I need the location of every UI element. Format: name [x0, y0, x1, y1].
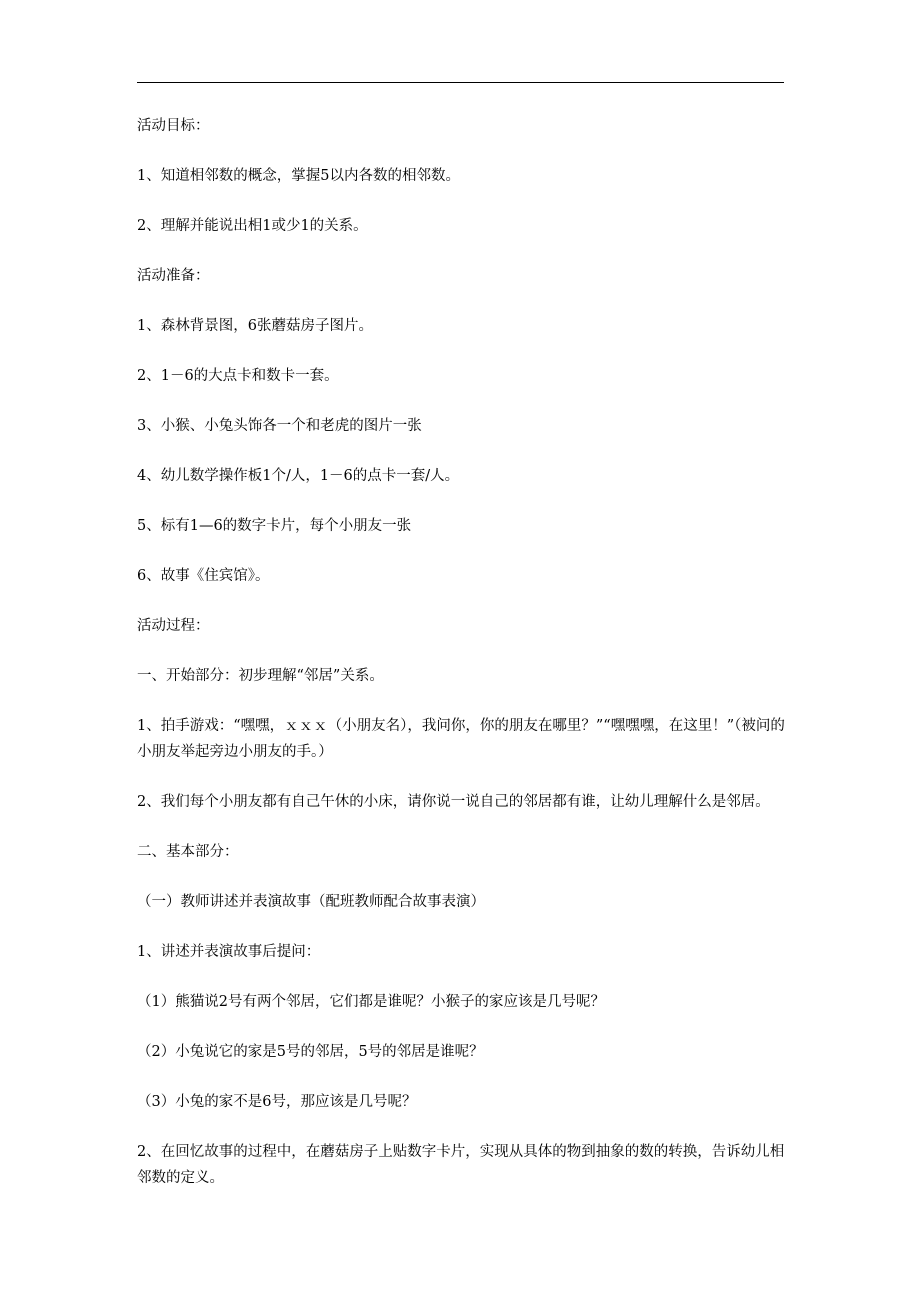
header-rule: [137, 82, 784, 83]
paragraph: 2、我们每个小朋友都有自己午休的小床，请你说一说自己的邻居都有谁，让幼儿理解什么是邻居。: [137, 794, 770, 810]
paragraph: （3）小兔的家不是6号，那应该是几号呢？: [137, 1094, 417, 1110]
paragraph: 2、理解并能说出相1或少1的关系。: [137, 218, 368, 234]
paragraph: 1、知道相邻数的概念，掌握5以内各数的相邻数。: [137, 168, 460, 184]
paragraph: 2、1－6的大点卡和数卡一套。: [137, 368, 339, 384]
paragraph: （1）熊猫说2号有两个邻居，它们都是谁呢？小猴子的家应该是几号呢？: [137, 994, 605, 1010]
paragraph: 二、基本部分：: [137, 844, 239, 860]
document-body: [137, 113, 785, 1215]
paragraph: 2、在回忆故事的过程中，在蘑菇房子上贴数字卡片，实现从具体的物到抽象的数的转换，告诉幼儿相邻数的定义。: [137, 1144, 785, 1186]
paragraph: 3、小猴、小兔头饰各一个和老虎的图片一张: [137, 418, 422, 434]
section-heading-preparation: 活动准备：: [137, 268, 210, 284]
paragraph: （2）小兔说它的家是5号的邻居，5号的邻居是谁呢？: [137, 1044, 484, 1060]
paragraph: 4、幼儿数学操作板1个/人，1－6的点卡一套/人。: [137, 468, 460, 484]
paragraph: 1、拍手游戏：“嘿嘿，ｘｘｘ（小朋友名），我问你，你的朋友在哪里？”“嘿嘿嘿，在这里！”（被问的小朋友举起旁边小朋友的手。）: [137, 718, 785, 760]
paragraph: 5、标有1—6的数字卡片，每个小朋友一张: [137, 518, 412, 534]
section-heading-process: 活动过程：: [137, 618, 210, 634]
paragraph: 1、森林背景图，6张蘑菇房子图片。: [137, 318, 373, 334]
paragraph: 1、讲述并表演故事后提问：: [137, 944, 321, 960]
paragraph: 6、故事《住宾馆》。: [137, 568, 270, 584]
section-heading-goals: 活动目标：: [137, 118, 210, 134]
paragraph: （一）教师讲述并表演故事（配班教师配合故事表演）: [137, 894, 485, 910]
paragraph: 一、开始部分：初步理解“邻居”关系。: [137, 668, 384, 684]
